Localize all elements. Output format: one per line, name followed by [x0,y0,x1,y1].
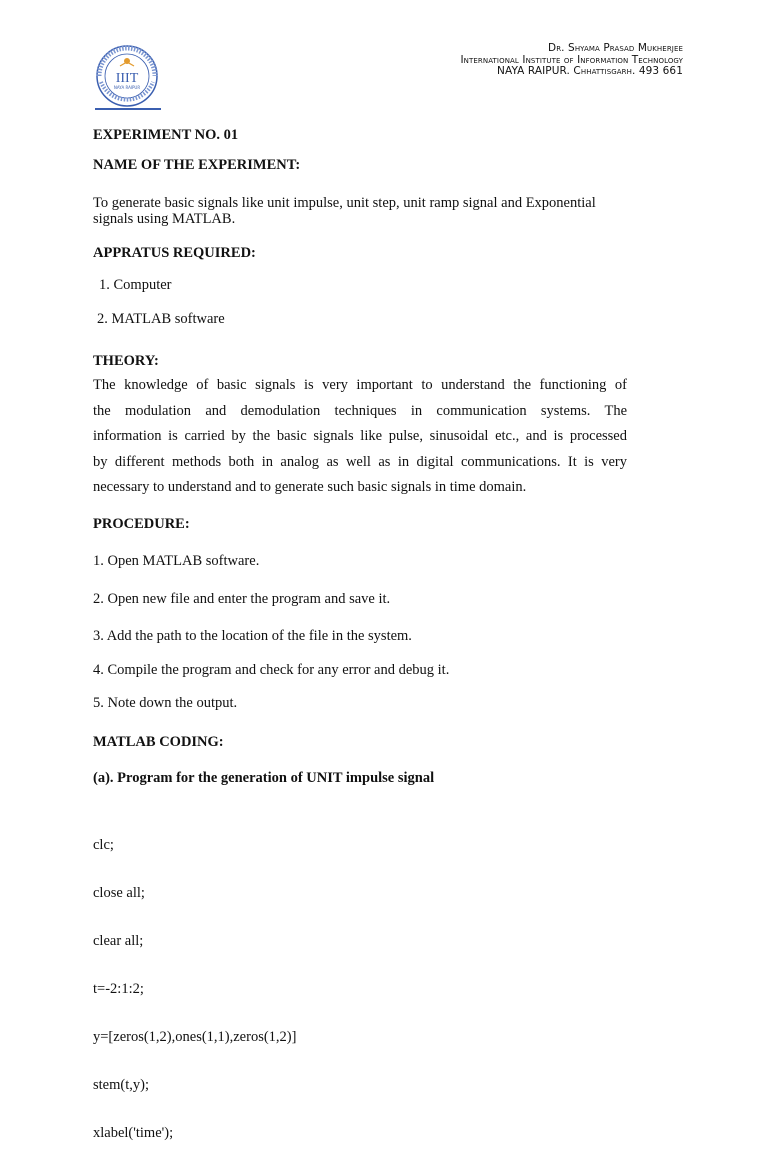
theory-line: necessary to understand and to generate such basic signals in time domain. [93,479,527,495]
code-line: stem(t,y); [93,1077,149,1093]
header-line-2: International Institute of Information Technology [460,53,683,66]
procedure-step: 5. Note down the output. [93,695,238,711]
procedure-heading: PROCEDURE: [93,516,190,532]
experiment-number: EXPERIMENT NO. 01 [93,127,239,143]
logo-underline [95,108,161,110]
theory-line: information is carried by the basic signals like pulse, sinusoidal etc., and is processed [93,428,627,444]
theory-heading: THEORY: [93,353,159,369]
logo-subtext: NAYA RAIPUR [113,85,141,90]
code-line: t=-2:1:2; [93,981,144,997]
theory-line: The knowledge of basic signals is very important to understand the functioning of [93,377,627,393]
program-a-heading: (a). Program for the generation of UNIT impulse signal [93,770,435,786]
code-line: close all; [93,885,145,901]
apparatus-item: 2. MATLAB software [97,311,225,327]
procedure-step: 2. Open new file and enter the program and save it. [93,591,391,607]
code-block [93,805,296,1173]
procedure-step: 4. Compile the program and check for any error and debug it. [93,662,450,678]
logo-text: IIIT [115,71,139,86]
header-line-1: Dr. Shyama Prasad Mukherjee [548,42,683,54]
theory-line: the modulation and demodulation techniques in communication systems. The [93,402,627,419]
iiit-logo [93,44,161,108]
aim-line-1: To generate basic signals like unit impulse, unit step, unit ramp signal and Exponential [93,195,596,211]
procedure-step: 3. Add the path to the location of the file in the system. [93,628,412,644]
procedure-step: 1. Open MATLAB software. [93,553,260,569]
apparatus-item: 1. Computer [99,277,172,293]
theory-paragraph [93,373,627,501]
code-line: clear all; [93,933,144,949]
apparatus-heading: APPRATUS REQUIRED: [93,245,256,261]
institute-header [460,43,683,78]
code-line: clc; [93,837,114,853]
name-heading: NAME OF THE EXPERIMENT: [93,157,301,173]
theory-line: by different methods both in analog as well as in digital communications. It is very [93,453,627,470]
header-line-3: NAYA RAIPUR. Chhattisgarh. 493 661 [497,65,683,77]
code-line: y=[zeros(1,2),ones(1,1),zeros(1,2)] [93,1029,297,1045]
coding-heading: MATLAB CODING: [93,734,224,750]
code-line: xlabel('time'); [93,1125,174,1141]
aim-line-2: signals using MATLAB. [93,211,236,227]
